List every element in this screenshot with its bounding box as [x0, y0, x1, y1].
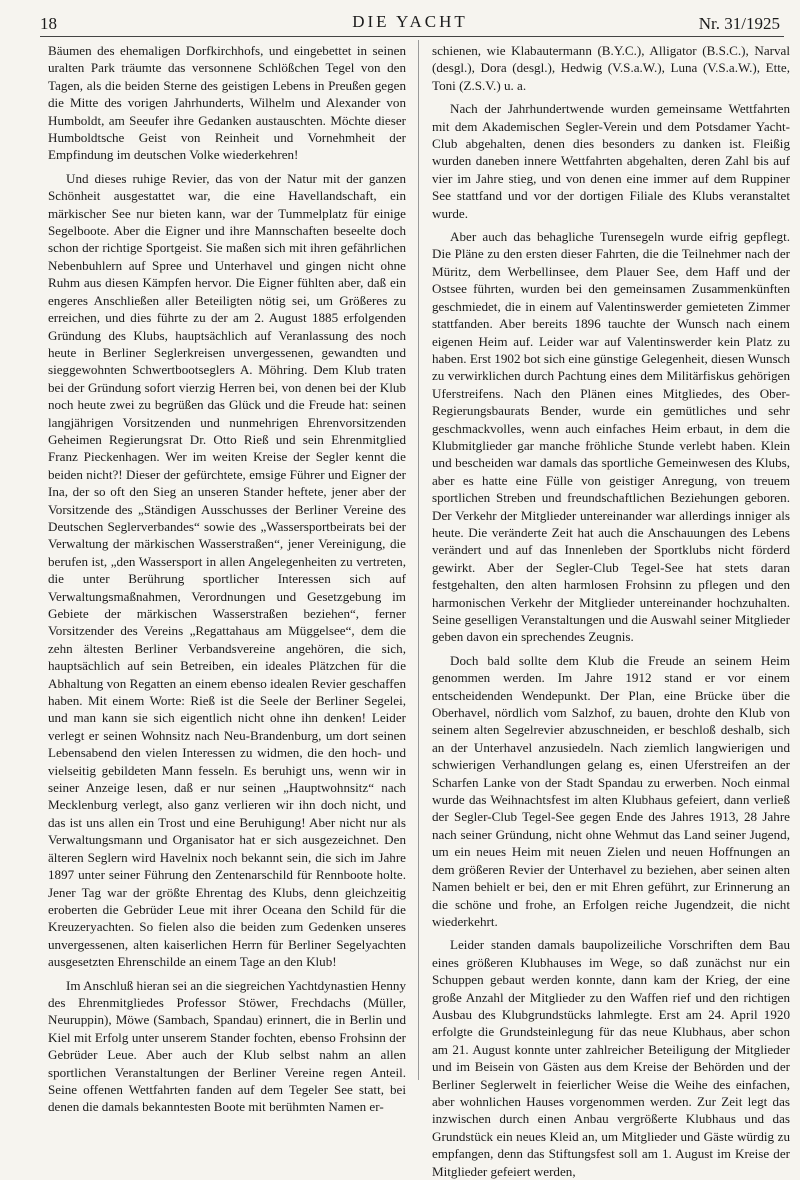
right-column: [432, 42, 790, 1180]
paragraph: Nach der Jahrhundertwende wurden gemeinsame Wettfahrten mit dem Akademischen Segler-Verein und dem Potsdamer Yacht-Club abgehalten, denen dies besonders zu danken ist. Fleißig wurden daneben innere Wettfahrten abgehalten, deren Zahl bis auf vier im Jahre stieg, und von denen eine immer auf dem Ruppiner See stattfand und vor der dortigen Filiale des Klubs veranstaltet wurde.: [432, 101, 790, 221]
header-rule: [40, 36, 784, 37]
paragraph: Leider standen damals baupolizeiliche Vorschriften dem Bau eines größeren Klubhauses im Wege, so daß zunächst nur ein Schuppen gebaut werden konnte, dann kam der Krieg, der eine große Anzahl der Mitglieder zu den Waffen rief und den richtigen Ausbau des Klubgrundstücks lahmlegte. Erst am 24. April 1920 erfolgte die Grundsteinlegung für das neue Klubhaus, aber schon am 21. August konnte unter zahlreicher Beteiligung der Mitglieder und im Beisein von Gästen aus dem Kreise der Behörden und der Berliner Seglerwelt in feierlicher Weise die Weihe des einfachen, aber wohnlichen Hauses vorgenommen werden. Zur Zeit legt das inzwischen durch einen Anbau vergrößerte Klubhaus und das Grundstück ein neues Kleid an, um Mitglieder und Gäste würdig zu empfangen, denn das Stiftungsfest soll am 1. August im Kreise der Mitglieder gefeiert werden,: [432, 937, 790, 1179]
issue-number: Nr. 31/1925: [698, 14, 780, 33]
left-column: [48, 42, 406, 1116]
page-number: 18: [40, 14, 57, 33]
magazine-title: DIE YACHT: [352, 12, 468, 31]
column-divider: [418, 40, 419, 1080]
paragraph: Im Anschluß hieran sei an die siegreichen Yachtdynastien Henny des Ehrenmitgliedes Professor Stöwer, Frechdachs (Müller, Neuruppin), Möwe (Sambach, Spandau) erinnert, die in Berlin und Kiel mit Erfolg unter unserem Stander fochten, ebenso Frohsinn der Gebrüder Leue. Aber auch der Klub selbst nahm an allen sportlichen Veranstaltungen der Berliner Vereine regen Anteil. Seine offenen Wettfahrten fanden auf dem Tegeler See statt, bei denen die damals bekanntesten Boote mit berühmten Namen er-: [48, 977, 406, 1115]
paragraph: Doch bald sollte dem Klub die Freude an seinem Heim genommen werden. Im Jahre 1912 stand er vor einem entscheidenden Wendepunkt. Der Plan, eine Brücke über die Oberhavel, nördlich vom Salzhof, zu bauen, drohte den Klub von seinem alten Segelrevier abzuschneiden, er beschloß deshalb, sich an der Unterhavel anzusiedeln. Nach ziemlich langwierigen und schwierigen Verhandlungen gelang es, einen Uferstreifen an der Scharfen Lanke von der Stadt Spandau zu erwerben. Noch einmal wurde das Weihnachtsfest im alten Klubhaus gefeiert, dann verließ der Segler-Club Tegel-See gegen Ende des Jahres 1913, 28 Jahre nach seiner Gründung, nicht ohne Wehmut das Land seiner Jugend, um ein neues Heim mit neuen Zielen und neuen Hoffnungen an dem größeren Revier der Unterhavel zu beziehen, aber seinen alten Namen behielt er bei, den er mit Ehren geführt, zur Erinnerung an die schöne und frohe, an Erfolgen reiche Jugendzeit, die nicht wiederkehrt.: [432, 652, 790, 929]
paragraph: Aber auch das behagliche Turensegeln wurde eifrig gepflegt. Die Pläne zu den ersten dieser Fahrten, die die Teilnehmer nach der Müritz, dem Werbellinsee, dem Plauer See, dem Haff und der Ostsee führten, wurden bei den gemeinsamen Zusammenkünften geschmiedet, die in einem auf Valentinswerder gemieteten Zimmer stattfanden. Aber bereits 1896 tauchte der Wunsch nach einem eigenen Heim auf. Leider war auf Valentinswerder kein Platz zu haben. Erst 1902 bot sich eine günstige Gelegenheit, diesen Wunsch zu verwirklichen durch Pachtung eines dem Militärfiskus gehörigen Uferstreifens. Nach den Plänen eines Mitgliedes, des Ober-Regierungsbaurats Bender, wurde ein gemütliches und sehr geschmackvolles, wenn auch einfaches Heim erbaut, in dem die Klubmitglieder gar manche fröhliche Stunde verlebt haben. Klein und bescheiden war damals das sportliche Gemeinwesen des Klubs, aber es hatte eine Fülle von geistiger Anregung, von treuem sportlichen Streben und freundschaftlichen Beziehungen geboren. Der Verkehr der Mitglieder untereinander war allerdings inniger als heute. Die veränderte Zeit hat auch die Anschauungen des Lebens verändert und auf das Innenleben der Sportklubs nicht förderd gewirkt. Aber der Segler-Club Tegel-See hat stets daran festgehalten, den alten harmlosen Frohsinn zu pflegen und den harmonischen Verkehr der Mitglieder untereinander hochzuhalten. Seine geselligen Veranstaltungen und die Auswahl seiner Mitglieder geben davon ein sprechendes Zeugnis.: [432, 229, 790, 645]
paragraph: Und dieses ruhige Revier, das von der Natur mit der ganzen Schönheit ausgestattet war, die eine Havellandschaft, ein märkischer See nur bieten kann, war der Tummelplatz für einige Segelboote. Aber die Eigner und ihre Mannschaften beseelte doch schon der richtige Sportgeist. Sie maßen sich mit ihren gefährlichen Nebenbuhlern auf Spree und Unterhavel und gingen nicht ohne Ruhm aus diesen Kämpfen hervor. Die Eigner fühlten aber, daß ein engeres Anschließen aller Beteiligten nötig sei, um Größeres zu erreichen, und dies führte zu der am 2. August 1885 erfolgenden Gründung des Klubs, hauptsächlich auf Veranlassung des noch heute in Berliner Seglerkreisen unvergessenen, gewandten und sieggewohnten Schwertbootseglers A. Möhring. Dem Klub traten bei der Gründung sofort vierzig Herren bei, von denen bei der Klub noch heute zwei zu begrüßen das Glück und die Freude hat: seinen langjährigen Vorsitzenden und nunmehrigen Ehrenvorsitzenden Geheimen Regierungsrat Dr. Otto Rieß und sein Ehrenmitglied Franz Pieckenhagen. Wer im weiten Kreise der Segler kennt die beiden nicht?! Dieser der gefürchtete, emsige Führer und Eigner der Ina, der so oft den Sieg an unseren Stander heftete, jener aber der Vorsitzende des „Ständigen Ausschusses der Berliner Vereine des Deutschen Seglerverbandes“ sowie des „Wassersportbeirats bei der Verwaltung der märkischen Wasserstraßen“, jener Vereinigung, die berufen ist, „den Wassersport in allen Angelegenheiten zu vertreten, die unter Berührung sportlicher Interessen sich auf Verwaltungsmaßnahmen, Verordnungen und Gesetzgebung im Gebiete der märkischen Wasserstraßen beziehen“, ferner Vorsitzender des Vereins „Regattahaus am Müggelsee“, dem die zehn ältesten Berliner Verbandsvereine angehören, die sich, hauptsächlich auf sein Betreiben, ein ideales Plätzchen für die Abhaltung von Regatten an einem ebenso idealen Revier geschaffen haben. Mit einem Worte: Rieß ist die Seele der Berliner Segelei, und man kann sie sich eigentlich nicht ohne ihn denken! Leider verlegt er seinen Wohnsitz nach Neu-Brandenburg, um dort seinen Lebensabend den vielen Interessen zu widmen, die den hoch- und vielseitig gebildeten Mann fesseln. Es beruhigt uns, wenn wir in seiner Anzeige lesen, daß er nur seinen „Hauptwohnsitz“ nach Mecklenburg verlegt, also ganz verlieren wir ihn doch nicht, und das ist uns allen ein Trost und eine Beruhigung! Aber nicht nur als Verwaltungsmann und Organisator hat er sich ausgezeichnet. Den älteren Seglern wird Havelnix noch bekannt sein, die sich im Jahre 1897 unter seiner Führung den Zentenarschild für Rennboote holte. Jener Tag war der größte Ehrentag des Klubs, denn gleichzeitig eroberten die Gebrüder Leue mit ihrer Oceana den Schild für die Kreuzeryachten. So fielen also die beiden zum Gedenken unseres unvergessenen, alten kaiserlichen Herrn für Berliner Segelyachten ausgesetzten Ehrenschilde an einem Tage an den Klub!: [48, 170, 406, 970]
page-header: [40, 4, 780, 34]
paragraph: Bäumen des ehemaligen Dorfkirchhofs, und eingebettet in seinen uralten Park träumte das versonnene Schlößchen Tegel von den Tagen, als die beiden Sterne des geistigen Lebens in Preußen gegen die Mitte des vorigen Jahrhunderts, Wilhelm und Alexander von Humboldt, am Seeufer ihre Gedanken austauschten. Möchte dieser Humboldtsche Geist von Reinheit und Vornehmheit der Empfindung im deutschen Volke wiederkehren!: [48, 43, 406, 163]
paragraph: schienen, wie Klabautermann (B.Y.C.), Alligator (B.S.C.), Narval (desgl.), Dora (desgl.), Hedwig (V.S.a.W.), Luna (V.S.a.W.), Ette, Toni (Z.S.V.) u. a.: [432, 43, 790, 93]
